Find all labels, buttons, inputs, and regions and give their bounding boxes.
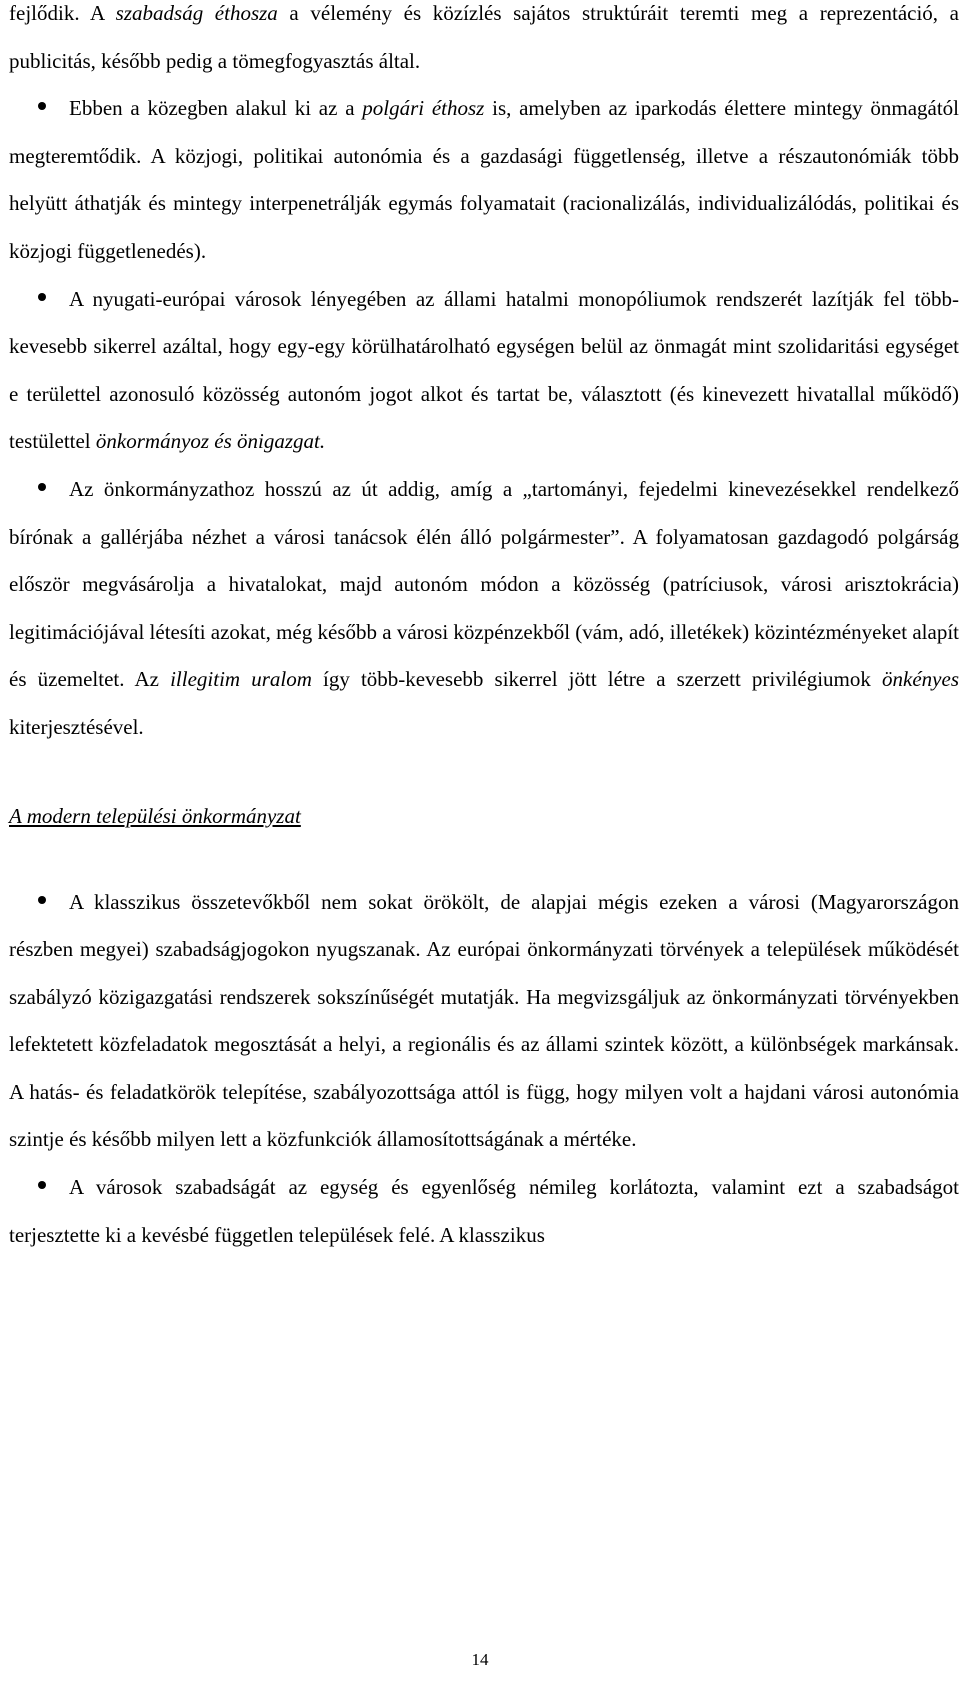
text-run: Az önkormányzathoz hosszú az út addig, amíg a „tartományi, fejedelmi kinevezésekkel rendelkező bírónak a gallérjába nézhet a városi tanácsok élén álló polgármester”. A folyamatosan gazdagodó polgárság először megvásárolja a hivatalokat, majd autonóm módon a közösség (patríciusok, városi arisztokrácia) legitimációjával létesíti azokat, még később a városi közpénzekből (vám, adó, illetékek) közintézményeket alapít és üzemeltet. Az xyxy=(9,476,959,692)
text-run: A városok szabadságát az egység és egyenlőség némileg korlátozta, valamint ezt a szabadságot terjesztette ki a kevésbé független települések felé. A klasszikus xyxy=(9,1175,959,1247)
bullet-paragraph xyxy=(9,85,959,275)
bullet-marker xyxy=(9,105,69,115)
italic-text: polgári éthosz xyxy=(362,96,485,121)
text-run: fejlődik. A xyxy=(9,1,116,25)
text-run: is, amelyben az iparkodás élettere mintegy önmagától megteremtődik. A közjogi, politikai autonómia és a gazdasági függetlenség, illetve a részautonómiák több helyütt áthatják és mintegy interpenetrálják egymás folyamatait (racionalizálás, individualizálódás, politikai és közjogi függetlenedés). xyxy=(9,96,960,263)
bullet-dot-icon xyxy=(38,102,46,110)
section-before-heading xyxy=(9,0,959,752)
bullet-marker xyxy=(9,486,69,496)
bullet-paragraph xyxy=(9,276,959,466)
bullet-dot-icon xyxy=(38,483,46,491)
text-run: a vélemény és közízlés sajátos struktúráit teremti meg a reprezentáció, a publicitás, később pedig a tömegfogyasztás által. xyxy=(9,1,959,73)
bullet-marker xyxy=(9,899,69,909)
text-run: A nyugati-európai városok lényegében az állami hatalmi monopóliumok rendszerét lazítják fel több-kevesebb sikerrel azáltal, hogy egy-egy körülhatárolható egységen belül az önmagát mint szolidaritási egységet e területtel azonosuló közösség autonóm jogot alkot és tartat be, választott (és kinevezett hivatallal működő) testülettel xyxy=(9,286,959,454)
text-run: Ebben a közegben alakul ki az a xyxy=(69,96,363,121)
italic-text: önkormányoz és önigazgat. xyxy=(95,429,326,454)
paragraph xyxy=(9,0,959,85)
bullet-paragraph xyxy=(9,1164,959,1259)
bullet-paragraph xyxy=(9,879,959,1165)
document-page xyxy=(9,0,959,1259)
text-run: így több-kevesebb sikerrel jött létre a szerzett privilégiumok xyxy=(311,667,883,692)
text-run: kiterjesztésével. xyxy=(9,714,144,739)
section-after-heading xyxy=(9,879,959,1260)
bullet-dot-icon xyxy=(38,1181,46,1189)
bullet-dot-icon xyxy=(38,896,46,904)
italic-text: illegitim uralom xyxy=(170,667,312,692)
bullet-marker xyxy=(9,1184,69,1194)
text-run: A klasszikus összetevőkből nem sokat örökölt, de alapjai mégis ezeken a városi (Magyarországon részben megyei) szabadságjogokon nyugszanak. Az európai önkormányzati törvények a települések működését szabályzó közigazgatási rendszerek sokszínűségét mutatják. Ha megvizsgáljuk az önkormányzati törvényekben lefektetett közfeladatok megosztását a helyi, a regionális és az állami szintek között, a különbségek markánsak. A hatás- és feladatkörök telepítése, szabályozottsága attól is függ, hogy milyen volt a hajdani városi autonómia szintje és később milyen lett a közfunkciók államosítottságának a mértéke. xyxy=(9,889,959,1152)
italic-text: önkényes xyxy=(882,667,959,692)
section-heading: A modern települési önkormányzat xyxy=(9,803,301,828)
bullet-dot-icon xyxy=(38,293,46,301)
bullet-marker xyxy=(9,296,69,306)
bullet-paragraph xyxy=(9,466,959,752)
page-number: 14 xyxy=(471,1650,489,1669)
italic-text: szabadság éthosza xyxy=(115,1,278,25)
